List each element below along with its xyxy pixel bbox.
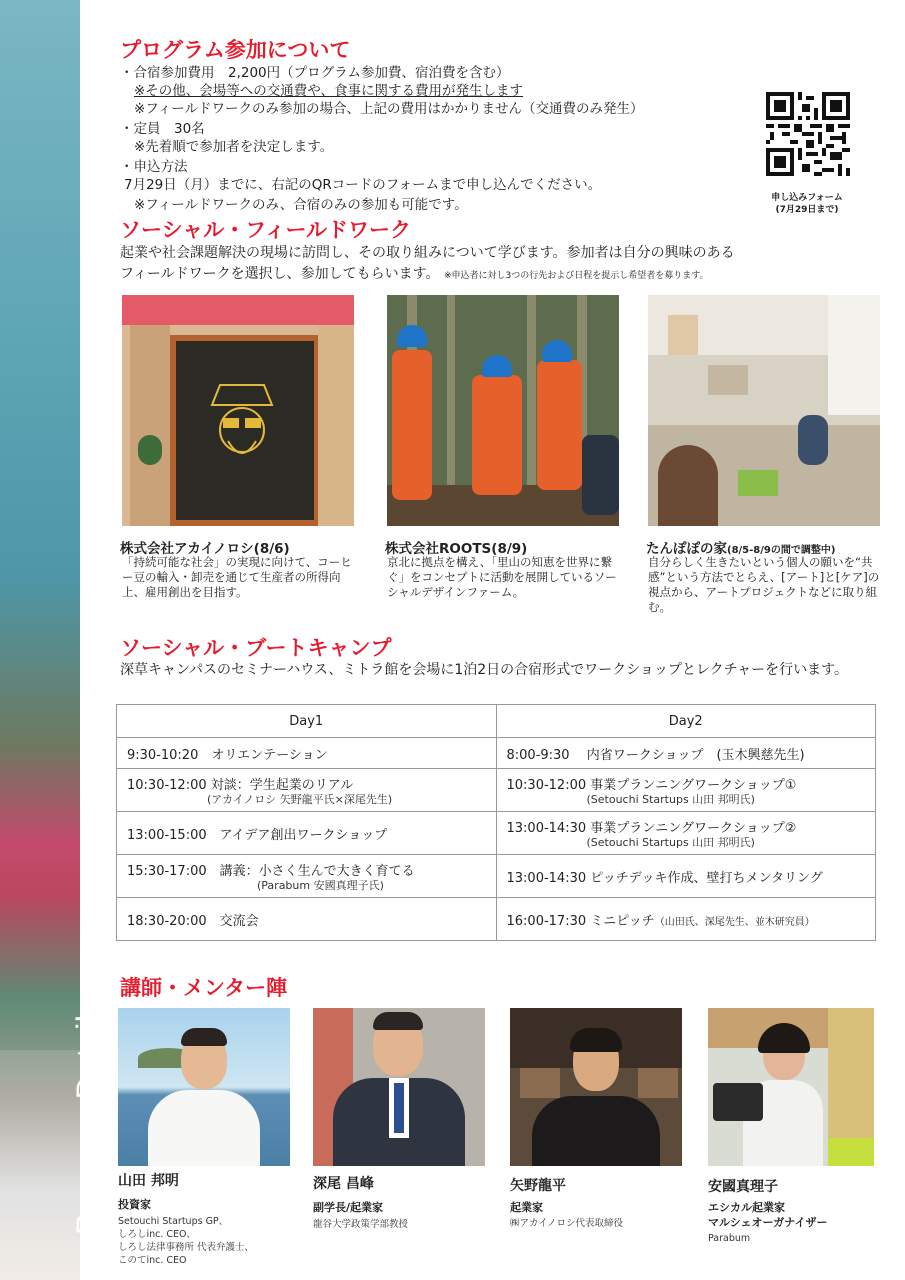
mentor-affiliation-fukao: 龍谷大学政策学部教授 bbox=[313, 1219, 409, 1230]
day2-session-detail: (Setouchi Startups 山田 邦明氏) bbox=[586, 792, 755, 806]
affiliation-line: しろし法律事務所 代表弁護士、 bbox=[118, 1242, 255, 1253]
qr-code[interactable] bbox=[766, 92, 850, 176]
avatar-yasukuni bbox=[708, 1008, 874, 1166]
column-header-day1: Day1 bbox=[117, 705, 497, 738]
day2-cell bbox=[496, 738, 876, 769]
mentor-affiliation-yano: ㈱アカイノロシ代表取締役 bbox=[510, 1218, 624, 1229]
day1-session: 18:30-20:00 交流会 bbox=[127, 913, 259, 929]
day1-session: 9:30-10:20 オリエンテーション bbox=[127, 747, 328, 763]
photo-tanpopo bbox=[648, 295, 880, 526]
day2-session-detail: (Setouchi Startups 山田 邦明氏) bbox=[586, 835, 755, 849]
day2-cell bbox=[496, 898, 876, 941]
day1-cell bbox=[117, 812, 497, 855]
mentor-name-yamada: 山田 邦明 bbox=[118, 1173, 179, 1189]
photo-roots bbox=[387, 295, 619, 526]
mentor-name-fukao: 深尾 昌峰 bbox=[313, 1176, 374, 1192]
fieldwork-intro bbox=[120, 243, 860, 287]
bootcamp-heading: ソーシャル・ブートキャンプ bbox=[120, 636, 392, 660]
day1-session: 10:30-12:00 対談：学生起業のリアル bbox=[127, 777, 354, 793]
sidebar-overlay bbox=[0, 1050, 80, 1280]
day2-session: 8:00-9:30 内省ワークショップ (玉木興慈先生) bbox=[506, 747, 805, 763]
capacity-line: ・定員 30名 bbox=[120, 121, 205, 137]
avatar-yamada bbox=[118, 1008, 290, 1166]
qr-caption-deadline: (7月29日まで) bbox=[775, 205, 839, 215]
day2-session: 16:00-17:30 ミニピッチ bbox=[506, 913, 655, 929]
fieldwork-intro-line2: フィールドワークを選択し、参加してもらいます。 bbox=[120, 266, 440, 282]
day2-session: 13:00-14:30 ピッチデッキ作成、壁打ちメンタリング bbox=[506, 870, 823, 886]
qr-caption bbox=[752, 192, 862, 216]
sidebar-vertical-title: Program Details bbox=[70, 998, 106, 1235]
day1-cell bbox=[117, 769, 497, 812]
fieldwork-desc-roots: 京北に拠点を構え、「里山の知恵を世界に繋ぐ」をコンセプトに活動を展開しているソーシャルデザインファーム。 bbox=[387, 555, 617, 599]
day1-session: 13:00-15:00 アイデア創出ワークショップ bbox=[127, 827, 388, 843]
day1-cell bbox=[117, 855, 497, 898]
apply-method-line: ・申込方法 bbox=[120, 159, 188, 175]
partial-participation-note: ※フィールドワークのみ、合宿のみの参加も可能です。 bbox=[134, 197, 468, 213]
extra-costs-note: ※その他、会場等への交通費や、食事に関する費用が発生します bbox=[134, 83, 524, 99]
day2-session: 10:30-12:00 事業プランニングワークショップ① bbox=[506, 777, 797, 793]
mentor-affiliation-yamada bbox=[118, 1215, 254, 1267]
day1-session-detail: (アカイノロシ 矢野龍平氏×深尾先生) bbox=[207, 792, 393, 806]
affiliation-line: このてinc. CEO bbox=[118, 1255, 187, 1266]
day1-cell bbox=[117, 898, 497, 941]
fieldwork-desc-akainorosi: 「持続可能な社会」の実現に向けて、コーヒー豆の輸入・卸売を通じて生産者の所得向上、雇用創出を目指す。 bbox=[122, 555, 352, 599]
affiliation-line: しろしinc. CEO、 bbox=[118, 1229, 197, 1240]
mentor-affiliation-yasukuni: Parabum bbox=[708, 1233, 751, 1244]
mentor-name-yano: 矢野龍平 bbox=[510, 1178, 566, 1194]
column-header-day2: Day2 bbox=[496, 705, 876, 738]
day2-cell bbox=[496, 769, 876, 812]
fieldwork-title-tanpopo-main: たんぽぽの家 bbox=[646, 541, 727, 557]
fieldwork-only-note: ※フィールドワークのみ参加の場合、上記の費用はかかりません（交通費のみ発生） bbox=[134, 101, 644, 117]
table-row bbox=[117, 855, 876, 898]
day2-session: 13:00-14:30 事業プランニングワークショップ② bbox=[506, 820, 797, 836]
fieldwork-intro-note: ※申込者に対し3つの行先および日程を提示し希望者を募ります。 bbox=[443, 271, 709, 281]
affiliation-line: Setouchi Startups GP、 bbox=[118, 1216, 229, 1227]
day2-session-note: （山田氏、深尾先生、並木研究員） bbox=[654, 916, 815, 928]
table-row bbox=[117, 812, 876, 855]
avatar-yano bbox=[510, 1008, 682, 1166]
fieldwork-desc-tanpopo: 自分らしく生きたいという個人の願いを“共感”という方法でとらえ、[アート]と[ケア]の視点から、アートプロジェクトなどに取り組む。 bbox=[648, 555, 880, 614]
fieldwork-heading: ソーシャル・フィールドワーク bbox=[120, 218, 412, 242]
first-come-note: ※先着順で参加者を決定します。 bbox=[134, 139, 334, 155]
fee-line: ・合宿参加費用 2,200円（プログラム参加費、宿泊費を含む） bbox=[120, 65, 510, 81]
participation-heading: プログラム参加について bbox=[120, 38, 351, 62]
photo-akainorosi bbox=[122, 295, 354, 526]
mentor-role-line: マルシェオーガナイザー bbox=[708, 1216, 828, 1229]
fieldwork-intro-line1: 起業や社会課題解決の現場に訪問し、その取り組みについて学びます。参加者は自分の興味のある bbox=[120, 245, 735, 261]
mentor-name-yasukuni: 安國真理子 bbox=[708, 1179, 778, 1195]
qr-caption-title: 申し込みフォーム bbox=[771, 193, 843, 203]
avatar-fukao bbox=[313, 1008, 485, 1166]
bootcamp-schedule-table bbox=[116, 704, 876, 941]
mentor-role-line: エシカル起業家 bbox=[708, 1201, 785, 1214]
fieldwork-title-akainorosi: 株式会社アカイノロシ(8/6) bbox=[120, 541, 290, 557]
table-row bbox=[117, 769, 876, 812]
table-header-row bbox=[117, 705, 876, 738]
day1-session-detail: (Parabum 安國真理子氏) bbox=[257, 878, 384, 892]
mentors-heading: 講師・メンター陣 bbox=[120, 976, 288, 1000]
table-row bbox=[117, 738, 876, 769]
mentor-role-yamada: 投資家 bbox=[118, 1198, 151, 1211]
apply-deadline-line: 7月29日（月）までに、右記のQRコードのフォームまで申し込んでください。 bbox=[124, 177, 602, 193]
mentor-role-yasukuni bbox=[708, 1200, 828, 1230]
table-row bbox=[117, 898, 876, 941]
mentor-role-fukao: 副学長/起業家 bbox=[313, 1201, 384, 1214]
bootcamp-intro: 深草キャンパスのセミナーハウス、ミトラ館を会場に1泊2日の合宿形式でワークショップとレクチャーを行います。 bbox=[120, 662, 849, 678]
day1-session: 15:30-17:00 講義：小さく生んで大きく育てる bbox=[127, 863, 415, 879]
fieldwork-title-tanpopo-note: (8/5-8/9の間で調整中) bbox=[727, 545, 836, 556]
mentor-role-yano: 起業家 bbox=[510, 1201, 543, 1214]
day2-cell bbox=[496, 855, 876, 898]
day1-cell bbox=[117, 738, 497, 769]
day2-cell bbox=[496, 812, 876, 855]
fieldwork-title-tanpopo bbox=[646, 537, 835, 557]
fieldwork-title-roots: 株式会社ROOTS(8/9) bbox=[385, 541, 528, 557]
